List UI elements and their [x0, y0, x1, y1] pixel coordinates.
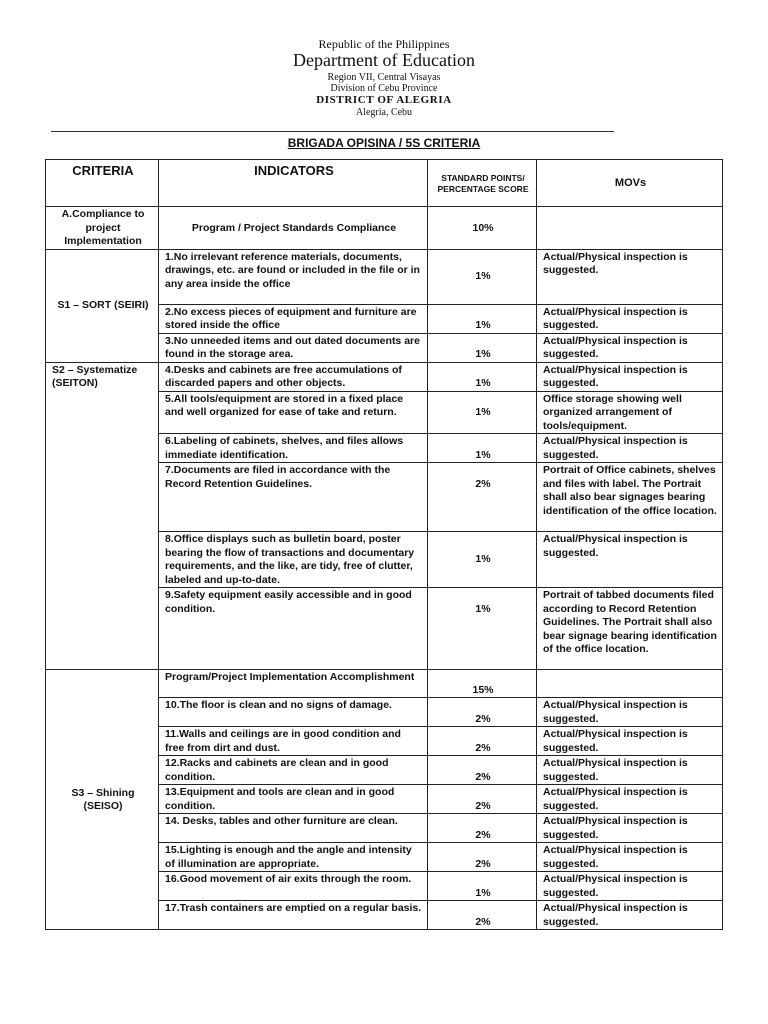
points-cell: 1% [428, 588, 537, 670]
indicator-cell: Program/Project Implementation Accomplishment [159, 670, 428, 698]
table-row [46, 670, 723, 698]
header-division: Division of Cebu Province [330, 83, 438, 94]
indicator-cell: 13.Equipment and tools are clean and in good condition. [159, 785, 428, 814]
mov-cell: Portrait of tabbed documents filed according to Record Retention Guidelines. The Portrait shall also bear signage bearing identification of the office location. [537, 588, 723, 670]
criteria-compliance: A.Compliance to project Implementation [46, 207, 159, 250]
mov-cell: Actual/Physical inspection is suggested. [537, 901, 723, 930]
indicator-cell: 14. Desks, tables and other furniture are clean. [159, 814, 428, 843]
mov-cell: Actual/Physical inspection is suggested. [537, 756, 723, 785]
points-cell: 2% [428, 785, 537, 814]
points-cell: 2% [428, 843, 537, 872]
mov-cell [537, 670, 723, 698]
mov-cell: Actual/Physical inspection is suggested. [537, 872, 723, 901]
table-row [46, 249, 723, 304]
indicator-cell: 7.Documents are filed in accordance with the Record Retention Guidelines. [159, 463, 428, 532]
indicator-cell: 3.No unneeded items and out dated documents are found in the storage area. [159, 333, 428, 362]
header-region: Region VII, Central Visayas [327, 72, 441, 83]
indicator-cell: Program / Project Standards Compliance [159, 207, 428, 250]
indicator-cell: 10.The floor is clean and no signs of damage. [159, 698, 428, 727]
mov-cell: Actual/Physical inspection is suggested. [537, 333, 723, 362]
mov-cell: Office storage showing well organized arrangement of tools/equipment. [537, 391, 723, 434]
points-cell: 2% [428, 814, 537, 843]
column-header-points: STANDARD POINTS/ PERCENTAGE SCORE [428, 160, 537, 207]
points-cell: 1% [428, 391, 537, 434]
header-divider [51, 131, 614, 132]
mov-cell: Actual/Physical inspection is suggested. [537, 727, 723, 756]
indicator-cell: 16.Good movement of air exits through the room. [159, 872, 428, 901]
indicator-cell: 4.Desks and cabinets are free accumulations of discarded papers and other objects. [159, 362, 428, 391]
points-cell: 1% [428, 872, 537, 901]
mov-cell: Actual/Physical inspection is suggested. [537, 532, 723, 588]
points-cell: 1% [428, 249, 537, 304]
points-cell: 1% [428, 333, 537, 362]
points-cell: 1% [428, 434, 537, 463]
header-republic: Republic of the Philippines [318, 37, 450, 51]
criteria-s3-shining: S3 – Shining (SEISO) [46, 670, 159, 930]
mov-cell: Portrait of Office cabinets, shelves and files with label. The Portrait shall also bear signages bearing identification of the office location. [537, 463, 723, 532]
points-cell: 2% [428, 698, 537, 727]
indicator-cell: 2.No excess pieces of equipment and furniture are stored inside the office [159, 304, 428, 333]
header-district: DISTRICT OF ALEGRIA [316, 94, 452, 106]
points-cell: 15% [428, 670, 537, 698]
table-row [46, 207, 723, 250]
criteria-s1-sort: S1 – SORT (SEIRI) [46, 249, 159, 362]
indicator-cell: 12.Racks and cabinets are clean and in good condition. [159, 756, 428, 785]
indicator-cell: 9.Safety equipment easily accessible and in good condition. [159, 588, 428, 670]
header-department: Department of Education [293, 50, 475, 70]
points-cell: 10% [428, 207, 537, 250]
indicator-cell: 11.Walls and ceilings are in good condition and free from dirt and dust. [159, 727, 428, 756]
indicator-cell: 8.Office displays such as bulletin board, poster bearing the flow of transactions and documentary requirements, and the like, are tidy, free of clutter, labeled and up-to-date. [159, 532, 428, 588]
indicator-cell: 15.Lighting is enough and the angle and intensity of illumination are appropriate. [159, 843, 428, 872]
mov-cell [537, 207, 723, 250]
criteria-table [45, 159, 723, 930]
points-cell: 1% [428, 362, 537, 391]
mov-cell: Actual/Physical inspection is suggested. [537, 304, 723, 333]
column-header-criteria: CRITERIA [46, 160, 159, 207]
column-header-indicators: INDICATORS [159, 160, 428, 207]
criteria-s2-systematize: S2 – Systematize (SEITON) [46, 362, 159, 670]
indicator-cell: 5.All tools/equipment are stored in a fixed place and well organized for ease of take and return. [159, 391, 428, 434]
points-cell: 2% [428, 727, 537, 756]
table-row [46, 362, 723, 391]
mov-cell: Actual/Physical inspection is suggested. [537, 249, 723, 304]
table-header-row [46, 160, 723, 207]
points-cell: 1% [428, 532, 537, 588]
points-cell: 2% [428, 756, 537, 785]
points-cell: 2% [428, 901, 537, 930]
mov-cell: Actual/Physical inspection is suggested. [537, 698, 723, 727]
column-header-movs: MOVs [537, 160, 723, 207]
mov-cell: Actual/Physical inspection is suggested. [537, 362, 723, 391]
mov-cell: Actual/Physical inspection is suggested. [537, 843, 723, 872]
mov-cell: Actual/Physical inspection is suggested. [537, 785, 723, 814]
indicator-cell: 6.Labeling of cabinets, shelves, and files allows immediate identification. [159, 434, 428, 463]
points-cell: 2% [428, 463, 537, 532]
document-title: BRIGADA OPISINA / 5S CRITERIA [287, 136, 481, 150]
indicator-cell: 17.Trash containers are emptied on a regular basis. [159, 901, 428, 930]
mov-cell: Actual/Physical inspection is suggested. [537, 434, 723, 463]
mov-cell: Actual/Physical inspection is suggested. [537, 814, 723, 843]
header-location: Alegria, Cebu [355, 107, 413, 118]
points-cell: 1% [428, 304, 537, 333]
indicator-cell: 1.No irrelevant reference materials, documents, drawings, etc. are found or included in the file or in any area inside the office [159, 249, 428, 304]
